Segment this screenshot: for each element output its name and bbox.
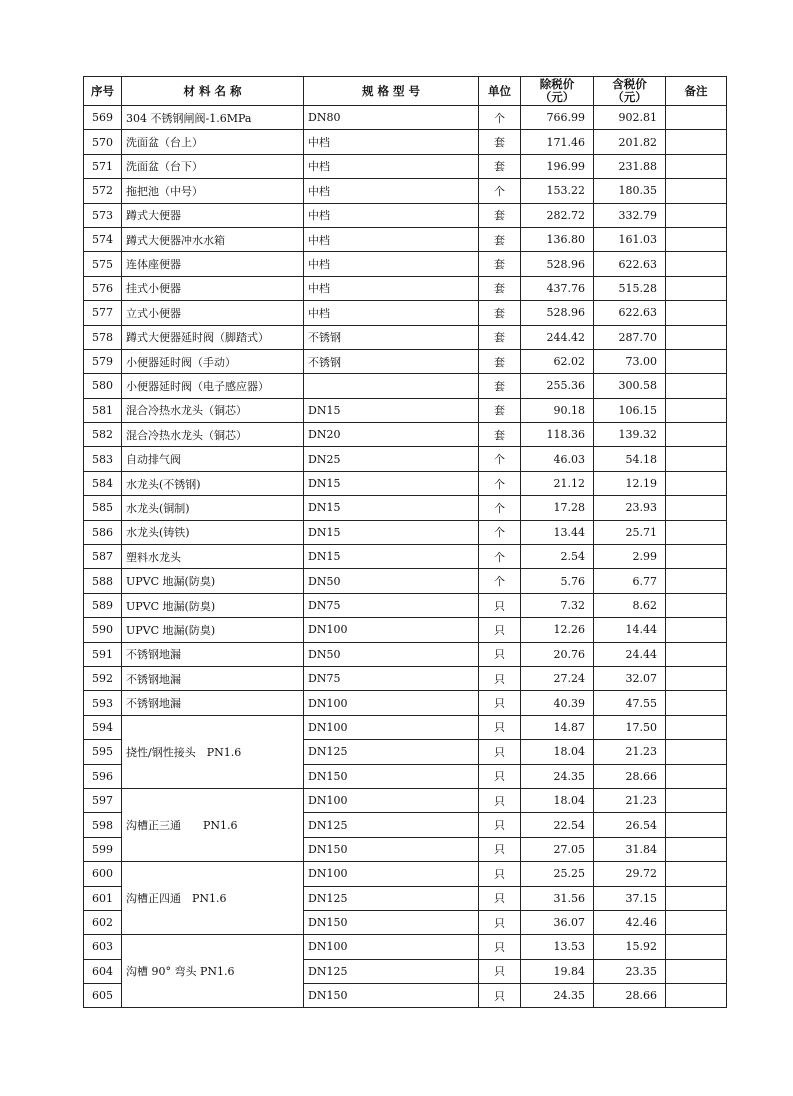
row-price-in-tax: 29.72: [594, 862, 666, 886]
row-remark: [666, 666, 727, 690]
row-seq: 605: [84, 984, 122, 1008]
row-unit: 个: [479, 447, 521, 471]
table-body: [84, 106, 727, 1008]
header-price-in-tax: [594, 77, 666, 106]
row-seq: 604: [84, 959, 122, 983]
table-row: [84, 666, 727, 690]
row-unit: 只: [479, 935, 521, 959]
row-remark: [666, 642, 727, 666]
row-price-in-tax: 6.77: [594, 569, 666, 593]
row-price-in-tax: 515.28: [594, 276, 666, 300]
row-spec: 中档: [304, 179, 479, 203]
table-header-row: [84, 77, 727, 106]
row-spec: DN80: [304, 106, 479, 130]
row-price-in-tax: 24.44: [594, 642, 666, 666]
row-price-ex-tax: 196.99: [521, 154, 594, 178]
table-row: [84, 227, 727, 251]
row-price-ex-tax: 13.53: [521, 935, 594, 959]
row-name: 沟槽正四通 PN1.6: [122, 862, 304, 935]
row-unit: 只: [479, 837, 521, 861]
row-price-in-tax: 25.71: [594, 520, 666, 544]
row-name: 304 不锈钢闸阀-1.6MPa: [122, 106, 304, 130]
row-unit: 只: [479, 740, 521, 764]
row-price-in-tax: 14.44: [594, 618, 666, 642]
row-name: 洗面盆（台下）: [122, 154, 304, 178]
row-remark: [666, 569, 727, 593]
row-spec: 中档: [304, 227, 479, 251]
row-name: 拖把池（中号）: [122, 179, 304, 203]
row-seq: 586: [84, 520, 122, 544]
row-spec: DN125: [304, 813, 479, 837]
row-price-ex-tax: 282.72: [521, 203, 594, 227]
row-seq: 584: [84, 471, 122, 495]
row-name: UPVC 地漏(防臭): [122, 593, 304, 617]
row-seq: 599: [84, 837, 122, 861]
row-spec: DN75: [304, 666, 479, 690]
table-row: [84, 252, 727, 276]
row-spec: DN100: [304, 618, 479, 642]
row-name: 不锈钢地漏: [122, 691, 304, 715]
row-unit: 只: [479, 642, 521, 666]
row-remark: [666, 106, 727, 130]
row-spec: [304, 374, 479, 398]
row-seq: 596: [84, 764, 122, 788]
row-seq: 594: [84, 715, 122, 739]
row-seq: 593: [84, 691, 122, 715]
row-spec: DN125: [304, 959, 479, 983]
table-row: [84, 106, 727, 130]
row-name: 洗面盆（台上）: [122, 130, 304, 154]
row-seq: 591: [84, 642, 122, 666]
row-remark: [666, 545, 727, 569]
header-price-in-tax-line2: （元）: [612, 90, 647, 104]
row-name: 挂式小便器: [122, 276, 304, 300]
row-remark: [666, 325, 727, 349]
table-row: [84, 179, 727, 203]
table-row: [84, 276, 727, 300]
row-price-ex-tax: 27.05: [521, 837, 594, 861]
row-price-in-tax: 8.62: [594, 593, 666, 617]
row-name: 塑料水龙头: [122, 545, 304, 569]
row-spec: 中档: [304, 203, 479, 227]
table-row: [84, 374, 727, 398]
row-seq: 585: [84, 496, 122, 520]
table-row: [84, 130, 727, 154]
row-unit: 个: [479, 545, 521, 569]
row-price-in-tax: 17.50: [594, 715, 666, 739]
row-spec: DN100: [304, 691, 479, 715]
row-seq: 600: [84, 862, 122, 886]
row-unit: 只: [479, 691, 521, 715]
row-remark: [666, 984, 727, 1008]
row-seq: 587: [84, 545, 122, 569]
row-remark: [666, 227, 727, 251]
row-price-ex-tax: 12.26: [521, 618, 594, 642]
row-price-ex-tax: 21.12: [521, 471, 594, 495]
row-name: 立式小便器: [122, 301, 304, 325]
row-name: UPVC 地漏(防臭): [122, 618, 304, 642]
row-name: 沟槽正三通 PN1.6: [122, 788, 304, 861]
row-remark: [666, 715, 727, 739]
row-price-ex-tax: 14.87: [521, 715, 594, 739]
row-seq: 580: [84, 374, 122, 398]
header-remark: 备注: [666, 77, 727, 106]
row-price-in-tax: 23.93: [594, 496, 666, 520]
table-row: [84, 569, 727, 593]
row-unit: 只: [479, 813, 521, 837]
row-remark: [666, 496, 727, 520]
row-seq: 573: [84, 203, 122, 227]
row-unit: 只: [479, 788, 521, 812]
row-price-ex-tax: 22.54: [521, 813, 594, 837]
row-seq: 592: [84, 666, 122, 690]
row-unit: 个: [479, 520, 521, 544]
table-row: [84, 154, 727, 178]
row-remark: [666, 349, 727, 373]
row-spec: DN15: [304, 545, 479, 569]
row-unit: 套: [479, 252, 521, 276]
table-row: [84, 545, 727, 569]
row-remark: [666, 179, 727, 203]
row-seq: 590: [84, 618, 122, 642]
header-seq: 序号: [84, 77, 122, 106]
table-row: [84, 471, 727, 495]
row-price-ex-tax: 40.39: [521, 691, 594, 715]
header-price-ex-tax: [521, 77, 594, 106]
row-price-ex-tax: 528.96: [521, 301, 594, 325]
row-remark: [666, 764, 727, 788]
row-seq: 603: [84, 935, 122, 959]
row-unit: 套: [479, 423, 521, 447]
row-price-in-tax: 622.63: [594, 252, 666, 276]
table-row: [84, 593, 727, 617]
row-price-in-tax: 300.58: [594, 374, 666, 398]
row-seq: 602: [84, 910, 122, 934]
row-spec: DN100: [304, 862, 479, 886]
row-unit: 只: [479, 910, 521, 934]
row-seq: 583: [84, 447, 122, 471]
row-remark: [666, 398, 727, 422]
row-unit: 只: [479, 886, 521, 910]
table-row: [84, 423, 727, 447]
row-spec: DN150: [304, 984, 479, 1008]
row-name: 连体座便器: [122, 252, 304, 276]
table-row: [84, 715, 727, 739]
row-spec: 不锈钢: [304, 325, 479, 349]
row-name: 混合冷热水龙头（铜芯）: [122, 423, 304, 447]
row-spec: 不锈钢: [304, 349, 479, 373]
row-spec: 中档: [304, 130, 479, 154]
row-price-in-tax: 161.03: [594, 227, 666, 251]
row-unit: 套: [479, 227, 521, 251]
row-unit: 套: [479, 374, 521, 398]
row-price-ex-tax: 13.44: [521, 520, 594, 544]
row-unit: 只: [479, 984, 521, 1008]
row-price-in-tax: 15.92: [594, 935, 666, 959]
row-price-in-tax: 23.35: [594, 959, 666, 983]
row-remark: [666, 471, 727, 495]
row-price-in-tax: 2.99: [594, 545, 666, 569]
row-name: 蹲式大便器延时阀（脚踏式）: [122, 325, 304, 349]
row-price-in-tax: 332.79: [594, 203, 666, 227]
row-price-ex-tax: 27.24: [521, 666, 594, 690]
row-seq: 598: [84, 813, 122, 837]
row-remark: [666, 862, 727, 886]
row-name: 小便器延时阀（电子感应器）: [122, 374, 304, 398]
row-unit: 套: [479, 349, 521, 373]
header-name: 材 料 名 称: [122, 77, 304, 106]
row-seq: 578: [84, 325, 122, 349]
row-seq: 577: [84, 301, 122, 325]
row-name: 水龙头(铸铁): [122, 520, 304, 544]
row-unit: 套: [479, 301, 521, 325]
row-unit: 只: [479, 666, 521, 690]
row-spec: 中档: [304, 252, 479, 276]
row-price-ex-tax: 24.35: [521, 984, 594, 1008]
row-name: 沟槽 90° 弯头 PN1.6: [122, 935, 304, 1008]
row-spec: DN150: [304, 837, 479, 861]
row-unit: 个: [479, 496, 521, 520]
row-price-ex-tax: 25.25: [521, 862, 594, 886]
row-remark: [666, 130, 727, 154]
table-row: [84, 349, 727, 373]
row-remark: [666, 837, 727, 861]
row-unit: 个: [479, 569, 521, 593]
row-price-in-tax: 42.46: [594, 910, 666, 934]
row-price-ex-tax: 36.07: [521, 910, 594, 934]
row-price-in-tax: 28.66: [594, 984, 666, 1008]
row-seq: 575: [84, 252, 122, 276]
row-price-ex-tax: 19.84: [521, 959, 594, 983]
row-spec: DN100: [304, 788, 479, 812]
table-row: [84, 618, 727, 642]
row-price-in-tax: 139.32: [594, 423, 666, 447]
row-seq: 588: [84, 569, 122, 593]
row-price-ex-tax: 62.02: [521, 349, 594, 373]
row-unit: 只: [479, 593, 521, 617]
row-spec: DN25: [304, 447, 479, 471]
row-price-in-tax: 12.19: [594, 471, 666, 495]
row-unit: 只: [479, 764, 521, 788]
row-name: UPVC 地漏(防臭): [122, 569, 304, 593]
table-row: [84, 935, 727, 959]
row-remark: [666, 618, 727, 642]
row-spec: DN20: [304, 423, 479, 447]
row-unit: 只: [479, 618, 521, 642]
row-price-ex-tax: 255.36: [521, 374, 594, 398]
row-price-ex-tax: 18.04: [521, 740, 594, 764]
row-price-in-tax: 201.82: [594, 130, 666, 154]
row-price-ex-tax: 90.18: [521, 398, 594, 422]
table-row: [84, 447, 727, 471]
row-spec: DN125: [304, 740, 479, 764]
row-name: 不锈钢地漏: [122, 642, 304, 666]
row-seq: 589: [84, 593, 122, 617]
row-price-ex-tax: 20.76: [521, 642, 594, 666]
table-row: [84, 325, 727, 349]
row-price-in-tax: 180.35: [594, 179, 666, 203]
price-table-container: [83, 76, 727, 1008]
row-seq: 571: [84, 154, 122, 178]
row-remark: [666, 691, 727, 715]
row-price-ex-tax: 437.76: [521, 276, 594, 300]
row-seq: 595: [84, 740, 122, 764]
row-price-in-tax: 902.81: [594, 106, 666, 130]
row-price-in-tax: 28.66: [594, 764, 666, 788]
table-row: [84, 788, 727, 812]
row-seq: 579: [84, 349, 122, 373]
row-unit: 套: [479, 325, 521, 349]
row-remark: [666, 276, 727, 300]
row-seq: 572: [84, 179, 122, 203]
table-row: [84, 642, 727, 666]
row-spec: DN15: [304, 471, 479, 495]
row-remark: [666, 252, 727, 276]
row-price-in-tax: 26.54: [594, 813, 666, 837]
row-price-in-tax: 31.84: [594, 837, 666, 861]
table-row: [84, 691, 727, 715]
row-remark: [666, 788, 727, 812]
row-name: 水龙头(不锈钢): [122, 471, 304, 495]
row-price-ex-tax: 18.04: [521, 788, 594, 812]
table-row: [84, 496, 727, 520]
row-remark: [666, 423, 727, 447]
row-price-in-tax: 32.07: [594, 666, 666, 690]
row-seq: 601: [84, 886, 122, 910]
row-unit: 只: [479, 715, 521, 739]
row-spec: DN15: [304, 496, 479, 520]
row-spec: DN100: [304, 715, 479, 739]
row-price-ex-tax: 31.56: [521, 886, 594, 910]
row-price-ex-tax: 153.22: [521, 179, 594, 203]
row-seq: 597: [84, 788, 122, 812]
row-remark: [666, 935, 727, 959]
row-remark: [666, 740, 727, 764]
row-price-in-tax: 287.70: [594, 325, 666, 349]
row-remark: [666, 374, 727, 398]
row-price-ex-tax: 528.96: [521, 252, 594, 276]
row-price-in-tax: 622.63: [594, 301, 666, 325]
row-seq: 581: [84, 398, 122, 422]
row-unit: 个: [479, 179, 521, 203]
row-price-in-tax: 54.18: [594, 447, 666, 471]
row-price-in-tax: 21.23: [594, 740, 666, 764]
row-unit: 套: [479, 398, 521, 422]
row-price-in-tax: 231.88: [594, 154, 666, 178]
table-row: [84, 520, 727, 544]
row-price-ex-tax: 766.99: [521, 106, 594, 130]
row-price-ex-tax: 244.42: [521, 325, 594, 349]
table-row: [84, 398, 727, 422]
row-price-in-tax: 37.15: [594, 886, 666, 910]
row-name: 混合冷热水龙头（铜芯）: [122, 398, 304, 422]
row-price-ex-tax: 24.35: [521, 764, 594, 788]
row-unit: 套: [479, 130, 521, 154]
header-price-ex-tax-line1: 除税价: [539, 77, 575, 91]
row-name: 蹲式大便器: [122, 203, 304, 227]
row-price-ex-tax: 171.46: [521, 130, 594, 154]
row-price-ex-tax: 7.32: [521, 593, 594, 617]
row-remark: [666, 154, 727, 178]
row-seq: 574: [84, 227, 122, 251]
row-remark: [666, 301, 727, 325]
row-unit: 套: [479, 203, 521, 227]
row-seq: 582: [84, 423, 122, 447]
row-spec: DN50: [304, 642, 479, 666]
row-seq: 569: [84, 106, 122, 130]
header-unit: 单位: [479, 77, 521, 106]
table-row: [84, 862, 727, 886]
row-price-ex-tax: 118.36: [521, 423, 594, 447]
row-spec: 中档: [304, 276, 479, 300]
material-price-table: [83, 76, 727, 1008]
row-spec: DN75: [304, 593, 479, 617]
row-seq: 576: [84, 276, 122, 300]
row-unit: 套: [479, 154, 521, 178]
row-spec: DN15: [304, 520, 479, 544]
row-unit: 只: [479, 862, 521, 886]
row-remark: [666, 447, 727, 471]
row-unit: 只: [479, 959, 521, 983]
row-unit: 个: [479, 471, 521, 495]
row-price-ex-tax: 136.80: [521, 227, 594, 251]
row-remark: [666, 886, 727, 910]
row-price-in-tax: 47.55: [594, 691, 666, 715]
row-price-ex-tax: 17.28: [521, 496, 594, 520]
row-name: 蹲式大便器冲水水箱: [122, 227, 304, 251]
row-seq: 570: [84, 130, 122, 154]
row-spec: DN150: [304, 910, 479, 934]
row-spec: DN100: [304, 935, 479, 959]
row-price-in-tax: 21.23: [594, 788, 666, 812]
table-row: [84, 203, 727, 227]
row-remark: [666, 593, 727, 617]
row-remark: [666, 959, 727, 983]
row-unit: 个: [479, 106, 521, 130]
row-spec: DN150: [304, 764, 479, 788]
row-spec: DN15: [304, 398, 479, 422]
header-spec: 规 格 型 号: [304, 77, 479, 106]
row-price-ex-tax: 46.03: [521, 447, 594, 471]
row-price-ex-tax: 5.76: [521, 569, 594, 593]
row-spec: DN125: [304, 886, 479, 910]
row-price-in-tax: 73.00: [594, 349, 666, 373]
row-unit: 套: [479, 276, 521, 300]
header-price-ex-tax-line2: （元）: [539, 90, 575, 104]
row-price-ex-tax: 2.54: [521, 545, 594, 569]
row-name: 自动排气阀: [122, 447, 304, 471]
row-name: 不锈钢地漏: [122, 666, 304, 690]
row-remark: [666, 203, 727, 227]
row-name: 小便器延时阀（手动）: [122, 349, 304, 373]
row-spec: DN50: [304, 569, 479, 593]
row-remark: [666, 910, 727, 934]
row-remark: [666, 813, 727, 837]
row-name: 挠性/钢性接头 PN1.6: [122, 715, 304, 788]
row-spec: 中档: [304, 154, 479, 178]
row-price-in-tax: 106.15: [594, 398, 666, 422]
row-name: 水龙头(铜制): [122, 496, 304, 520]
table-row: [84, 301, 727, 325]
header-price-in-tax-line1: 含税价: [612, 77, 647, 91]
row-spec: 中档: [304, 301, 479, 325]
row-remark: [666, 520, 727, 544]
